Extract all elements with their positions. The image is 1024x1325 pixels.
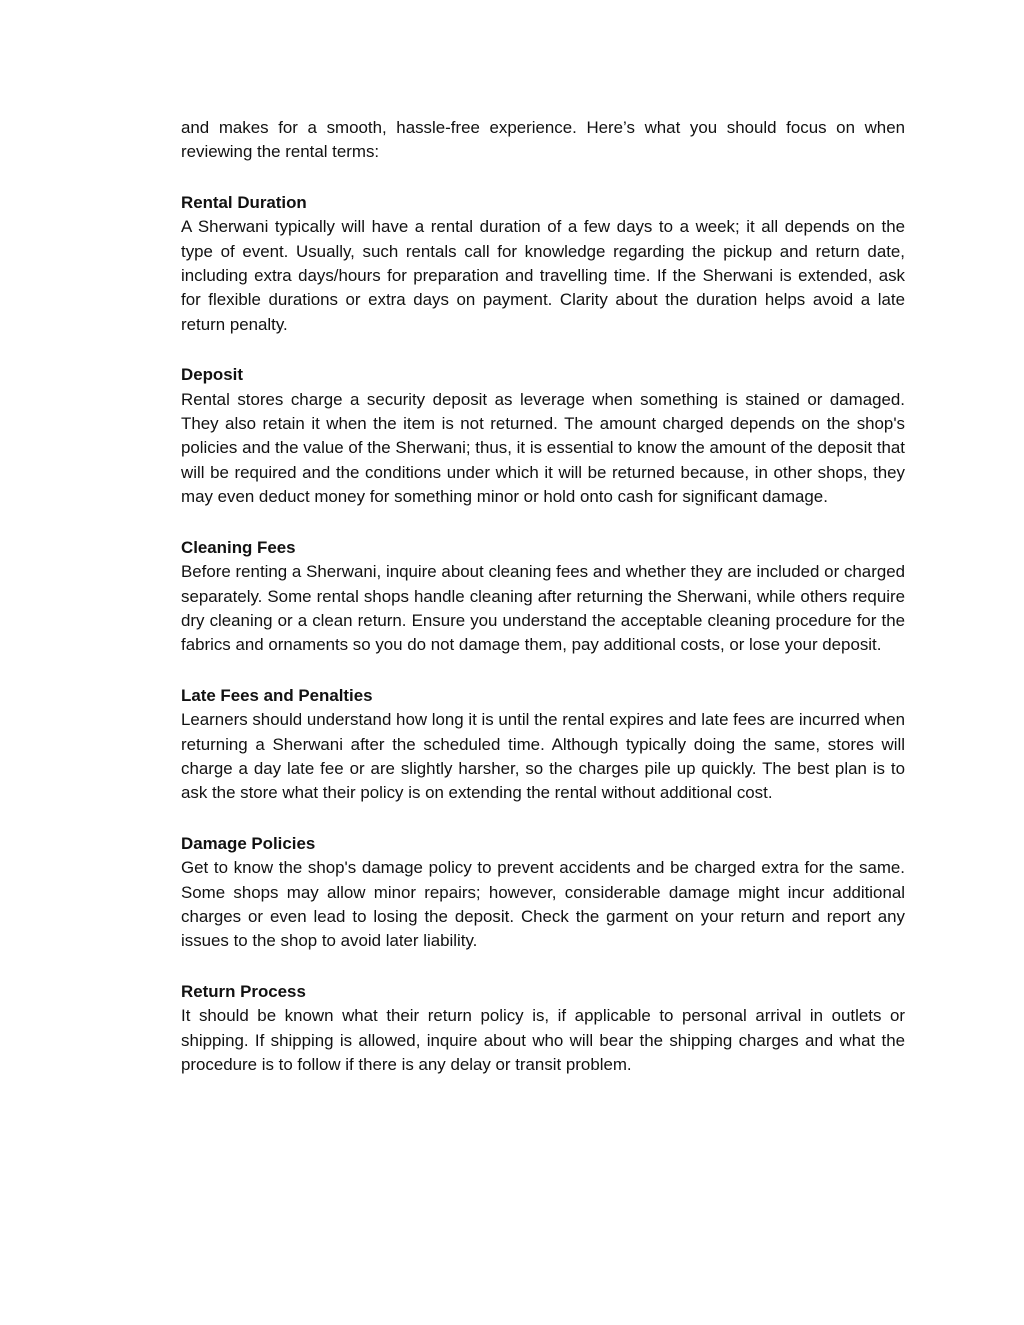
section-heading: Deposit	[181, 365, 243, 385]
section-body: It should be known what their return policy is, if applicable to personal arrival in outlets or shipping. If shipping is allowed, inquire about who will bear the shipping charges and what the procedure is to follow if there is any delay or transit problem.	[181, 1006, 905, 1074]
section-heading: Late Fees and Penalties	[181, 685, 373, 705]
section-late-fees	[181, 684, 905, 806]
section-return-process	[181, 980, 905, 1078]
section-rental-duration	[181, 191, 905, 337]
section-heading: Cleaning Fees	[181, 537, 296, 557]
section-cleaning-fees	[181, 536, 905, 658]
section-heading: Damage Policies	[181, 833, 316, 853]
section-damage-policies	[181, 832, 905, 954]
section-heading: Rental Duration	[181, 192, 307, 212]
section-body: Before renting a Sherwani, inquire about cleaning fees and whether they are included or charged separately. Some rental shops handle cleaning after returning the Sherwani, while others require dry cleaning or a clean return. Ensure you understand the acceptable cleaning procedure for the fabrics and ornaments so you do not damage them, pay additional costs, or lose your deposit.	[181, 562, 905, 655]
section-body: Learners should understand how long it is until the rental expires and late fees are incurred when returning a Sherwani after the scheduled time. Although typically doing the same, stores will charge a day late fee or are slightly harsher, so the charges pile up quickly. The best plan is to ask the store what their policy is on extending the rental without additional cost.	[181, 710, 905, 803]
section-heading: Return Process	[181, 981, 306, 1001]
section-body: A Sherwani typically will have a rental duration of a few days to a week; it all depends on the type of event. Usually, such rentals call for knowledge regarding the pickup and return date, including extra days/hours for preparation and travelling time. If the Sherwani is extended, ask for flexible durations or extra days on payment. Clarity about the duration helps avoid a late return penalty.	[181, 217, 905, 334]
section-body: Get to know the shop's damage policy to prevent accidents and be charged extra for the same. Some shops may allow minor repairs; however, considerable damage might incur additional charges or even lead to losing the deposit. Check the garment on your return and report any issues to the shop to avoid later liability.	[181, 858, 905, 951]
document-page	[181, 116, 905, 1077]
intro-paragraph: and makes for a smooth, hassle-free experience. Here’s what you should focus on when reviewing the rental terms:	[181, 118, 905, 162]
section-body: Rental stores charge a security deposit as leverage when something is stained or damaged. They also retain it when the item is not returned. The amount charged depends on the shop's policies and the value of the Sherwani; thus, it is essential to know the amount of the deposit that will be required and the conditions under which it will be returned because, in other shops, they may even deduct money for something minor or hold onto cash for significant damage.	[181, 389, 905, 507]
section-deposit	[181, 363, 905, 509]
